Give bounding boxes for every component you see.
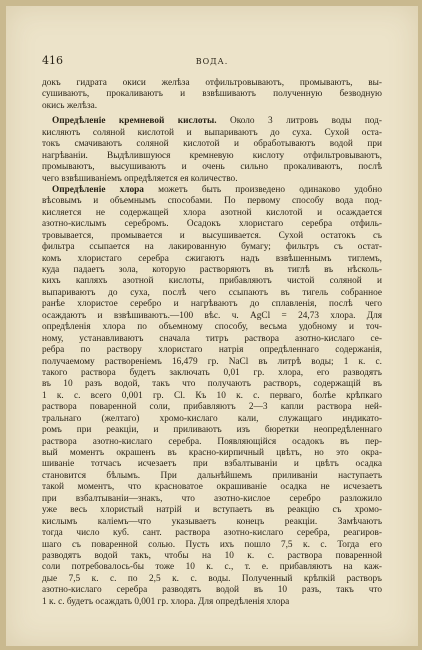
text-line: ранѣе хлористое серебро и нагрѣваютъ до сплавленія, послѣ чего [42, 299, 382, 310]
text-line: чего взвѣшиваніемъ опредѣляется ея количество. [42, 173, 238, 184]
page-number: 416 [42, 54, 63, 67]
text-line: комъ хлористаго серебра сжигаютъ надъ взвѣшеннымъ тиглемъ, [42, 253, 382, 264]
text-line: фильтра ссыпается на лакированную бумагу; фильтръ съ остат- [42, 242, 382, 253]
text-line: становится бѣлымъ. При дальнѣйшемъ приливаніи наступаетъ [42, 470, 382, 481]
text-line: азотно-кислаго серебра разводятъ водой въ 10 разъ, такъ что [42, 585, 382, 596]
text-line: разводятъ водой такъ, чтобы на 10 к. с. раствора поваренной [42, 550, 382, 561]
text-line: 1 к. с. будетъ осаждать 0,001 гр. хлора. Для опредѣленія хлора [42, 596, 290, 607]
text-line: ромъ при реакціи, и приливаютъ изъ бюретки неопредѣленнаго [42, 425, 382, 436]
text-line: осаждаютъ и взвѣшиваютъ.—100 вѣс. ч. AgCl = 24,73 хлора. Для [42, 310, 382, 321]
text-line: тровывается, промывается и высушивается. Сухой остатокъ съ [42, 230, 382, 241]
text-line: токъ смачиваютъ соляной кислотой и обработываютъ водой при [42, 139, 382, 150]
section-heading-silica: Опредѣленіе кремневой кислоты. [52, 116, 217, 127]
text-line: докъ гидрата окиси желѣза отфильтровываютъ, промываютъ, вы- [42, 78, 382, 88]
body-text [42, 78, 382, 608]
text-line: азотно-кислымъ серебромъ. Осадокъ хлористаго серебра отфиль- [42, 219, 382, 230]
text-line: тральнаго (желтаго) хромо-кислаго кали, служащаго индикато- [42, 413, 382, 424]
section-heading-chlorine: Опредѣленіе хлора [52, 184, 144, 195]
text-line: ребра по раствору хлористаго натрія опредѣленнаго содержанія, [42, 345, 382, 356]
text-line: опредѣленія хлора по объемному способу, весьма удобному и точ- [42, 322, 382, 333]
text-line: такого раствора будетъ заключать 0,01 гр. хлора, его разводятъ [42, 367, 382, 378]
text-line: шиваніе тотчасъ исчезаетъ при взбалтываніи и цвѣтъ осадка [42, 459, 382, 470]
text-line: вый моментъ окрашенъ въ красно-кирпичный цвѣтъ, но это окра- [42, 448, 382, 458]
text-line: кислымъ каліемъ—что указываетъ конецъ реакціи. Замѣчаютъ [42, 516, 382, 527]
book-page [6, 6, 418, 646]
text-line: шаго съ поваренной солью. Пусть ихъ пошло 7,5 к. с. Тогда его [42, 539, 382, 550]
text-line: Опредѣленіе кремневой кислоты. Около 3 литровъ воды под- [52, 116, 382, 127]
text-line: кисляется не содержащей хлора азотной кислотой и осаждается [42, 207, 382, 218]
text-line: раствора азотно-кислаго серебра. Появляющійся осадокъ въ пер- [42, 436, 382, 447]
text-line: такой моментъ, что красноватое окрашиваніе осадка не исчезаетъ [42, 482, 382, 493]
text-line: 1 к. с. всего 0,001 гр. Cl. Къ 10 к. с. перваго, болѣе крѣпкаго [42, 390, 382, 401]
paragraph-silica [42, 116, 382, 185]
paragraph-chlorine [42, 185, 382, 608]
text-line: ному, устанавливаютъ сначала титръ раствора азотно-кислаго се- [42, 333, 382, 344]
page-header [42, 54, 382, 68]
text-line: Опредѣленіе хлора можетъ быть произведено одинаково удобно [52, 184, 382, 195]
text-line: при взбалтываніи—знакъ, что азотно-кислое серебро разложило [42, 493, 382, 504]
text-line: куда падаетъ зола, которую растворяютъ въ тиглѣ въ нѣсколь- [42, 265, 382, 275]
text-line: въ 10 разъ водой, такъ что получаютъ растворъ, содержащій въ [42, 379, 382, 390]
text-line: дые 7,5 к. с. по 2,5 к. с. воды. Полученный крѣпкій растворъ [42, 573, 382, 584]
text-line: промываютъ, высушиваютъ и очень сильно прокаливаютъ, послѣ [42, 162, 382, 173]
text-line: раствора поваренной соли, прибавляютъ 2—3 капли раствора ней- [42, 402, 382, 413]
text-line: кисляютъ соляной кислотой и выпариваютъ до суха. Сухой остa- [42, 127, 382, 138]
text-line: тогда число куб. сант. раствора азотно-кислаго серебра, реагиров- [42, 528, 382, 539]
paragraph-iron [42, 78, 382, 112]
running-title: ВОДА. [195, 57, 229, 66]
text-line: нагрѣваніи. Выдѣлившуюся кремневую кислоту отфильтровываютъ, [42, 150, 382, 161]
text-line: окись желѣза. [42, 100, 98, 111]
text-line: выпариваютъ до суха, послѣ чего ссыпаютъ въ тигель собранное [42, 287, 382, 298]
text-line: уже весь хлористый натрій и вступаетъ въ реакцію съ хромо- [42, 505, 382, 516]
text-line: сушиваютъ, прокаливаютъ и взвѣшиваютъ полученную безводную [42, 89, 382, 100]
text-line: вѣсовымъ и объемнымъ способами. По первому способу вода под- [42, 196, 382, 207]
text-line: кихъ капляхъ азотной кислоты, прибавляютъ чистой соляной и [42, 276, 382, 287]
text-line: получаемому растворенiемъ 16,479 гр. NaCl въ литрѣ воды; 1 к. с. [42, 356, 382, 367]
text-line: соли потребовалось-бы тоже 10 к. с., т. е. прибавляютъ на каж- [42, 562, 382, 573]
